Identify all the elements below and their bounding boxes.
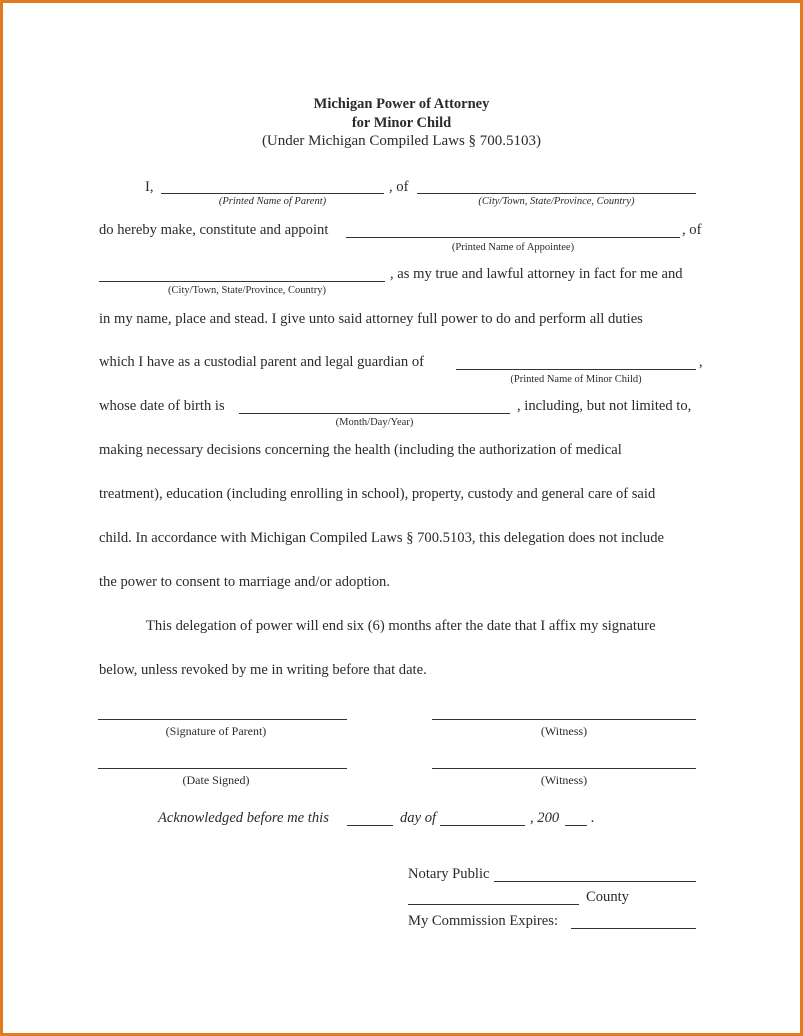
birthdate-field[interactable] (239, 413, 510, 414)
witness1-field[interactable] (432, 719, 696, 720)
line8-text: treatment), education (including enrolling in school), property, custody and general care of said (99, 486, 656, 502)
line2-text: do hereby make, constitute and appoint (99, 222, 329, 238)
appointee-name-field[interactable] (346, 237, 680, 238)
commission-label: My Commission Expires: (408, 913, 558, 929)
line1-start: I, (145, 179, 154, 195)
line3-text: , as my true and lawful attorney in fact for me and (390, 266, 683, 282)
notary-label: Notary Public (408, 866, 490, 882)
line4-text: in my name, place and stead. I give unto said attorney full power to do and perform all duties (99, 311, 643, 327)
appointee-city-field[interactable] (99, 281, 385, 282)
caption-witness2: (Witness) (540, 773, 588, 787)
law-reference: (Under Michigan Compiled Laws § 700.5103) (261, 133, 542, 149)
line5-text: which I have as a custodial parent and legal guardian of (99, 354, 424, 370)
caption-witness1: (Witness) (540, 724, 588, 738)
caption-appointee-city: (City/Town, State/Province, Country) (168, 285, 326, 296)
caption-dob: (Month/Day/Year) (335, 417, 414, 428)
line6-after: , including, but not limited to, (517, 398, 692, 414)
caption-child-name: (Printed Name of Minor Child) (510, 374, 642, 385)
parent-city-field[interactable] (417, 193, 696, 194)
line12-text: below, unless revoked by me in writing before that date. (99, 662, 427, 678)
parent-signature-field[interactable] (98, 719, 347, 720)
line10-text: the power to consent to marriage and/or adoption. (99, 574, 390, 590)
caption-parent-signature: (Signature of Parent) (165, 724, 267, 738)
line1-of: , of (389, 179, 409, 195)
document-title: Michigan Power of Attorney (313, 96, 490, 112)
caption-parent-name: (Printed Name of Parent) (218, 196, 327, 207)
ack-text-1: Acknowledged before me this (158, 810, 329, 826)
caption-appointee: (Printed Name of Appointee) (451, 242, 575, 253)
line5-comma: , (699, 354, 703, 370)
child-name-field[interactable] (456, 369, 696, 370)
parent-name-field[interactable] (161, 193, 384, 194)
date-signed-field[interactable] (98, 768, 347, 769)
document-subtitle: for Minor Child (351, 115, 452, 131)
ack-text-2: day of (400, 810, 437, 826)
ack-day-field[interactable] (347, 825, 393, 826)
caption-parent-city: (City/Town, State/Province, Country) (478, 196, 635, 207)
county-field[interactable] (408, 904, 579, 905)
ack-month-field[interactable] (440, 825, 525, 826)
ack-text-4: . (591, 810, 595, 826)
line11-text: This delegation of power will end six (6) months after the date that I affix my signature (146, 618, 656, 634)
line7-text: making necessary decisions concerning the health (including the authorization of medical (99, 442, 622, 458)
line6-text: whose date of birth is (99, 398, 225, 414)
ack-text-3: , 200 (530, 810, 560, 826)
witness2-field[interactable] (432, 768, 696, 769)
commission-expiry-field[interactable] (571, 928, 696, 929)
county-label: County (586, 889, 629, 905)
caption-date-signed: (Date Signed) (182, 773, 250, 787)
notary-public-field[interactable] (494, 881, 696, 882)
line9-text: child. In accordance with Michigan Compiled Laws § 700.5103, this delegation does not include (99, 530, 664, 546)
line2-of: , of (682, 222, 702, 238)
ack-year-field[interactable] (565, 825, 587, 826)
